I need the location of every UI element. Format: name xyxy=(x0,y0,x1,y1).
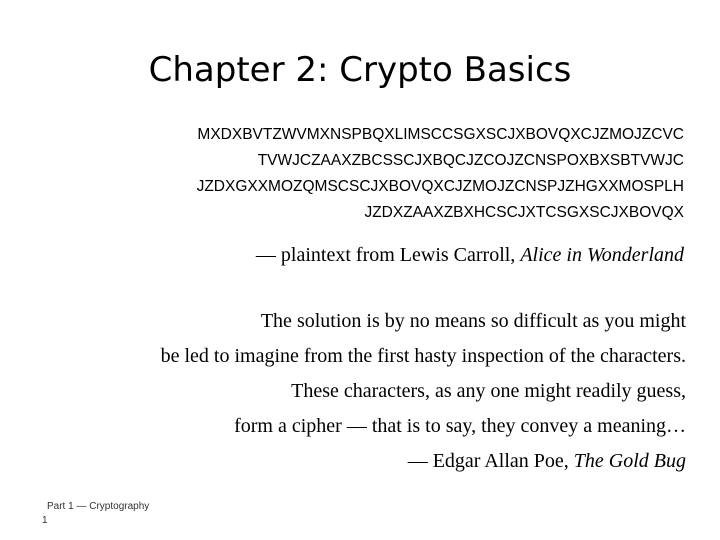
ciphertext-line: TVWJCZAAXZBCSSCJXBQCJZCOJZCNSPOXBXSBTVWJC xyxy=(257,152,684,169)
footer-section: Part 1 — Cryptography xyxy=(47,501,150,512)
quote-line: form a cipher — that is to say, they convey a meaning… xyxy=(234,415,686,437)
page-number: 1 xyxy=(42,515,48,526)
attribution-book-title: Alice in Wonderland xyxy=(520,244,684,266)
poe-attribution xyxy=(30,444,686,479)
quote-line: be led to imagine from the first hasty inspection of the characters. xyxy=(160,345,686,367)
carroll-attribution xyxy=(40,240,684,270)
ciphertext-line: JZDXGXXMOZQMSCSCJXBOVQXCJZMOJZCNSPJZHGXXMOSPLH xyxy=(196,178,684,195)
ciphertext-line: MXDXBVTZWVMXNSPBQXLIMSCCSGXSCJXBOVQXCJZMOJZCVC xyxy=(197,126,684,143)
ciphertext-block xyxy=(40,122,684,226)
poe-attribution-prefix: — Edgar Allan Poe, xyxy=(407,450,574,472)
poe-attribution-book-title: The Gold Bug xyxy=(573,450,686,472)
attribution-prefix: — plaintext from Lewis Carroll, xyxy=(255,244,521,266)
poe-quote xyxy=(30,304,686,479)
quote-line: The solution is by no means so difficult as you might xyxy=(260,310,686,332)
slide-title: Chapter 2: Crypto Basics xyxy=(148,50,572,90)
ciphertext-line: JZDXZAAXZBXHCSCJXTCSGXSCJXBOVQX xyxy=(364,204,684,221)
quote-line: These characters, as any one might readily guess, xyxy=(291,380,686,402)
